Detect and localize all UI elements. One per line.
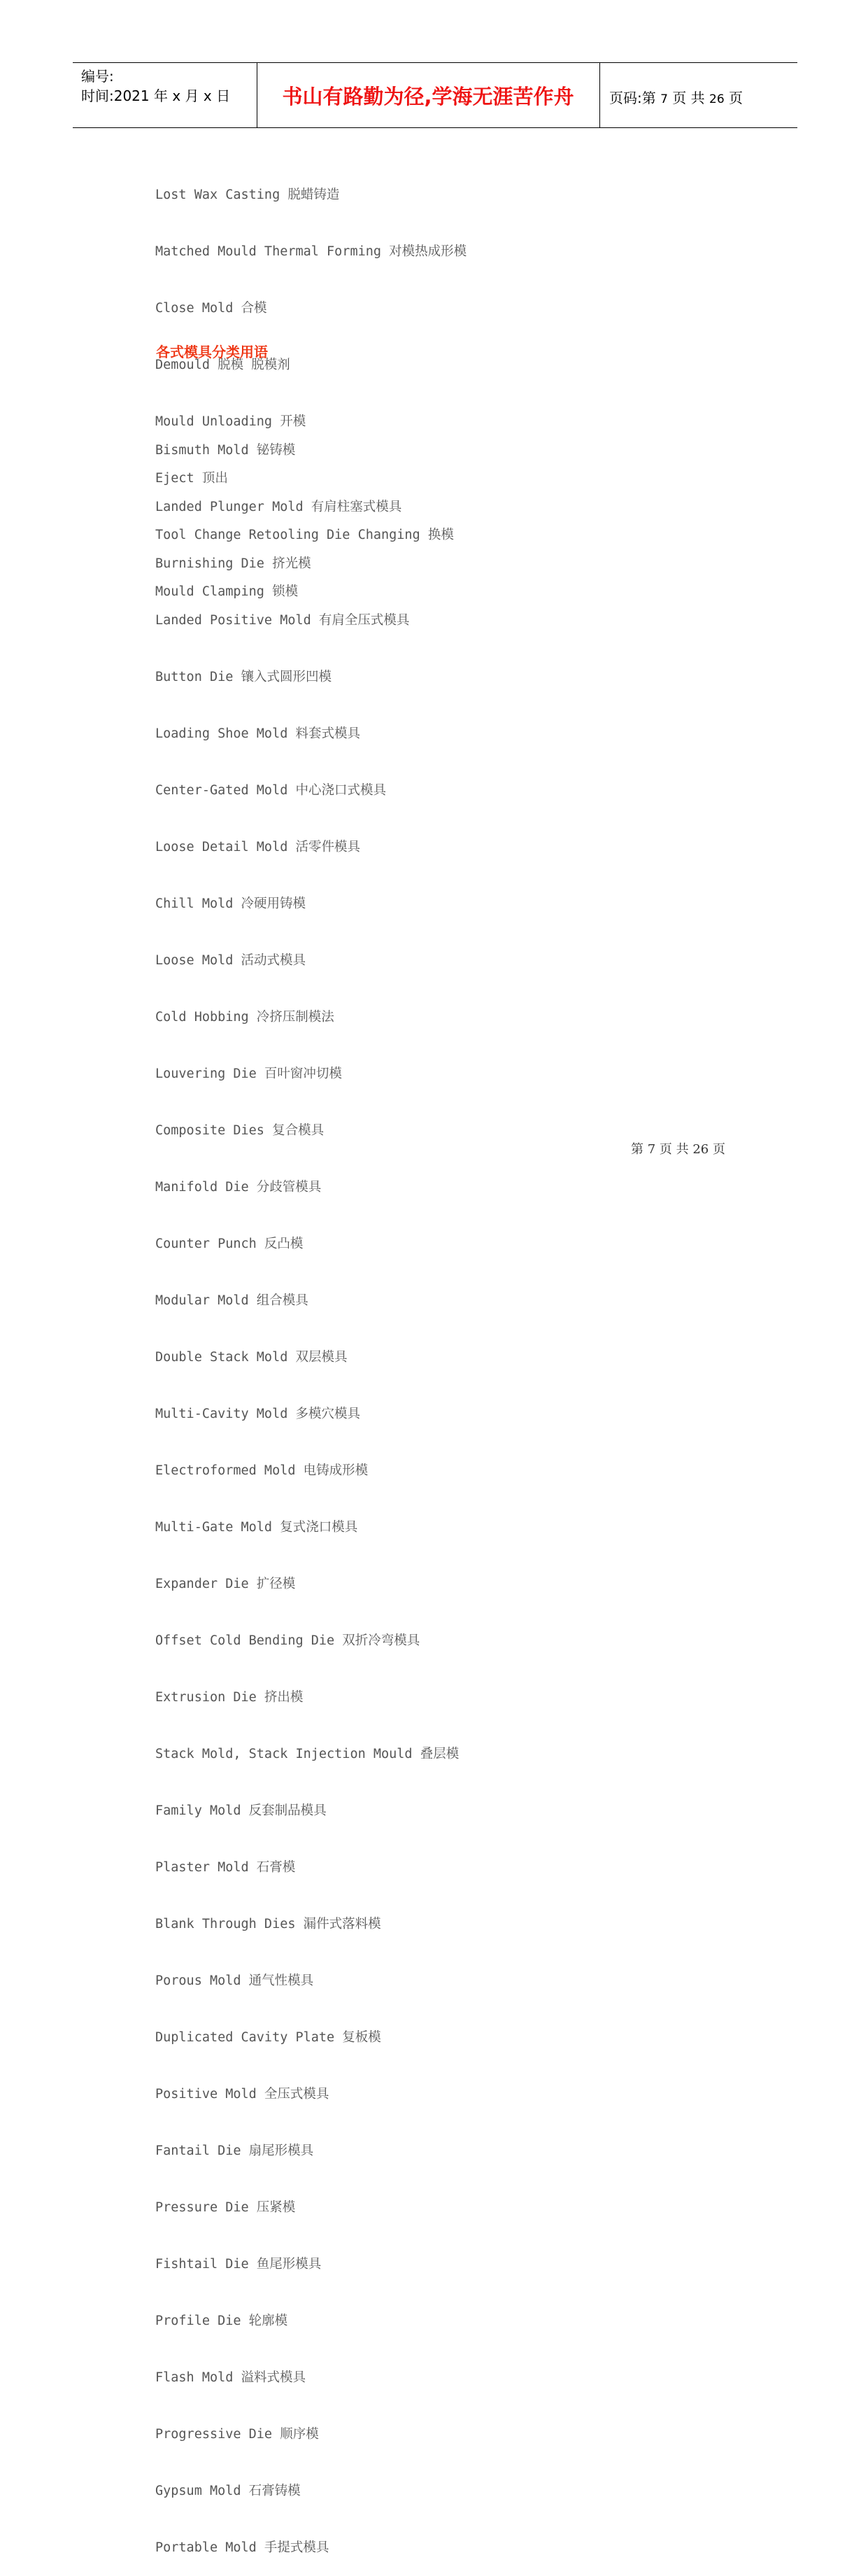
- glossary-line: Center-Gated Mold 中心浇口式模具: [155, 783, 386, 798]
- glossary-line: Loose Detail Mold 活零件模具: [155, 840, 360, 854]
- glossary-line: Modular Mold 组合模具: [155, 1293, 308, 1308]
- glossary-line: Positive Mold 全压式模具: [155, 2087, 329, 2102]
- glossary-line: Gypsum Mold 石膏铸模: [155, 2484, 301, 2498]
- glossary-line: Cold Hobbing 冷挤压制模法: [155, 1010, 334, 1025]
- glossary-line: Pressure Die 压紧模: [155, 2200, 296, 2215]
- page-footer: 第 7 页 共 26 页: [631, 1142, 725, 1157]
- glossary-line: Extrusion Die 挤出模: [155, 1690, 304, 1705]
- glossary-line: Tool Change Retooling Die Changing 换模: [155, 528, 454, 542]
- glossary-line: Manifold Die 分歧管模具: [155, 1180, 322, 1195]
- glossary-line: Landed Plunger Mold 有肩柱塞式模具: [155, 500, 402, 514]
- glossary-line: Multi-Cavity Mold 多模穴模具: [155, 1407, 360, 1421]
- page-total: 26: [709, 92, 725, 106]
- glossary-line: Landed Positive Mold 有肩全压式模具: [155, 613, 410, 628]
- glossary-line: Portable Mold 手提式模具: [155, 2540, 329, 2555]
- page-header: [0, 0, 868, 133]
- glossary-line: Offset Cold Bending Die 双折冷弯模具: [155, 1633, 420, 1648]
- glossary-line: Matched Mould Thermal Forming 对模热成形模: [155, 244, 467, 259]
- section-heading: 各式模具分类用语: [156, 344, 268, 360]
- glossary-line: Plaster Mold 石膏模: [155, 1860, 296, 1875]
- document-number-label: 编号:: [81, 68, 114, 85]
- glossary-line: Stack Mold, Stack Injection Mould 叠层模: [155, 1747, 460, 1761]
- header-top-rule: [73, 62, 797, 63]
- glossary-line: Duplicated Cavity Plate 复板模: [155, 2030, 381, 2045]
- header-motto: 书山有路勤为径,学海无涯苦作舟: [282, 85, 574, 108]
- page-mid: 页 共: [672, 90, 705, 106]
- glossary-line: Electroformed Mold 电铸成形模: [155, 1463, 369, 1478]
- glossary-line: Loading Shoe Mold 料套式模具: [155, 726, 360, 741]
- glossary-line: Mould Unloading 开模: [155, 414, 306, 429]
- glossary-line: Family Mold 反套制品模具: [155, 1803, 327, 1818]
- glossary-line: Fantail Die 扇尾形模具: [155, 2144, 314, 2158]
- glossary-line: Blank Through Dies 漏件式落料模: [155, 1917, 381, 1931]
- glossary-line: Flash Mold 溢料式模具: [155, 2370, 306, 2385]
- glossary-line: Profile Die 轮廓模: [155, 2314, 288, 2328]
- header-divider-right: [599, 62, 600, 127]
- header-bottom-rule: [73, 127, 797, 128]
- glossary-line: Eject 顶出: [155, 471, 228, 486]
- glossary-line: Expander Die 扩径模: [155, 1577, 296, 1591]
- page-suffix: 页: [729, 90, 744, 106]
- glossary-line: Close Mold 合模: [155, 301, 267, 316]
- document-time-label: 时间:2021 年 x 月 x 日: [81, 87, 231, 104]
- glossary-line: Composite Dies 复合模具: [155, 1123, 325, 1138]
- glossary-line: Loose Mold 活动式模具: [155, 953, 306, 968]
- glossary-line: Double Stack Mold 双层模具: [155, 1350, 348, 1365]
- glossary-line: Button Die 镶入式圆形凹模: [155, 670, 332, 684]
- glossary-line: Multi-Gate Mold 复式浇口模具: [155, 1520, 358, 1535]
- glossary-line: Fishtail Die 鱼尾形模具: [155, 2257, 322, 2272]
- glossary-line: Mould Clamping 锁模: [155, 584, 299, 599]
- glossary-line: Burnishing Die 挤光模: [155, 556, 311, 571]
- header-page-indicator: [609, 87, 743, 107]
- glossary-line: Lost Wax Casting 脱蜡铸造: [155, 188, 340, 202]
- glossary-line: Progressive Die 顺序模: [155, 2427, 319, 2442]
- glossary-line: Louvering Die 百叶窗冲切模: [155, 1067, 342, 1081]
- glossary-line: Porous Mold 通气性模具: [155, 1973, 314, 1988]
- glossary-line: Counter Punch 反凸模: [155, 1237, 304, 1251]
- page-prefix: 页码:第: [609, 90, 656, 106]
- glossary-line: Demould 脱模 脱模剂: [155, 358, 290, 372]
- page-number: 7: [660, 92, 668, 106]
- glossary-line: Bismuth Mold 铋铸模: [155, 443, 296, 458]
- glossary-line: Chill Mold 冷硬用铸模: [155, 896, 306, 911]
- glossary-block-2: [155, 403, 459, 2576]
